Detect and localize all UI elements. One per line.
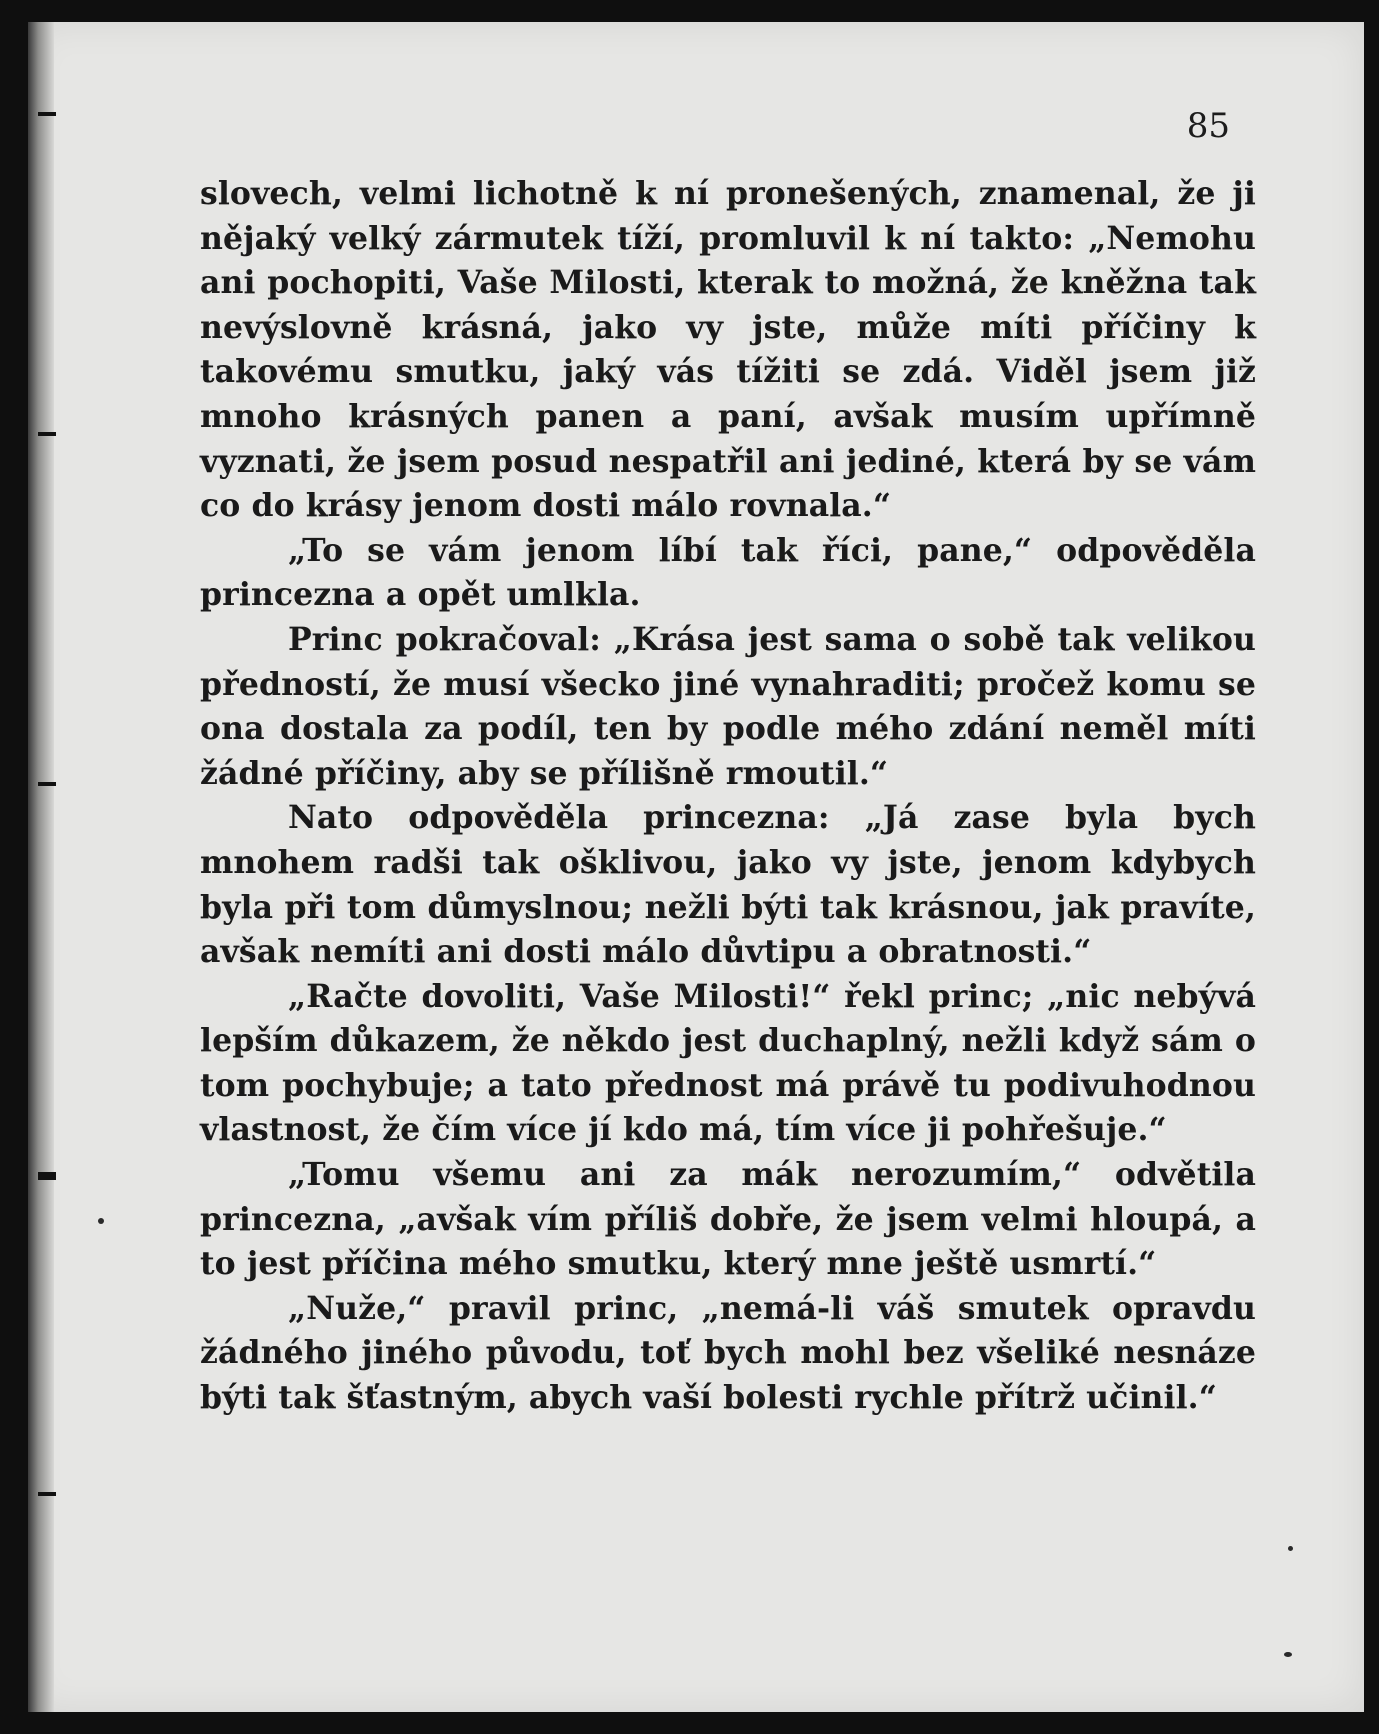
print-speck bbox=[1288, 1546, 1293, 1551]
paragraph: Princ pokračoval: „Krása jest sama o sobě tak velikou předností, že musí všecko jiné vynahraditi; pročež komu se ona dostala za podíl, ten by podle mého zdání neměl míti žádné příčiny, aby se přílišně rmoutil.“ bbox=[200, 620, 1256, 792]
print-speck bbox=[98, 1218, 104, 1224]
paragraph: „Nuže,“ pravil princ, „nemá-li váš smutek opravdu žádného jiného původu, toť bych mohl bez všeliké nesnáze býti tak šťastným, abych vaší bolesti rychle přítrž učinil.“ bbox=[200, 1289, 1256, 1417]
binding-mark bbox=[38, 112, 56, 116]
body-text bbox=[200, 172, 1256, 1421]
page-number: 85 bbox=[1186, 106, 1230, 146]
paragraph: „To se vám jenom líbí tak říci, pane,“ odpověděla princezna a opět umlkla. bbox=[200, 531, 1256, 614]
paragraph: „Račte dovoliti, Vaše Milosti!“ řekl princ; „nic nebývá lepším důkazem, že někdo jest duchaplný, nežli když sám o tom pochybuje; a tato přednost má právě tu podivuhodnou vlastnost, že čím více jí kdo má, tím více ji pohřešuje.“ bbox=[200, 977, 1256, 1149]
paragraph: slovech, velmi lichotně k ní pronešených, znamenal, že ji nějaký velký zármutek tíží, promluvil k ní takto: „Nemohu ani pochopiti, Vaše Milosti, kterak to možná, že kněžna tak nevýslovně krásná, jako vy jste, může míti příčiny k takovému smutku, jaký vás tížiti se zdá. Viděl jsem již mnoho krásných panen a paní, avšak musím upřímně vyznati, že jsem posud nespatřil ani jediné, která by se vám co do krásy jenom dosti málo rovnala.“ bbox=[200, 175, 1256, 525]
binding-mark bbox=[38, 1172, 56, 1180]
paragraph: „Tomu všemu ani za mák nerozumím,“ odvětila princezna, „avšak vím příliš dobře, že jsem velmi hloupá, a to jest příčina mého smutku, který mne ještě usmrtí.“ bbox=[200, 1156, 1256, 1283]
print-speck bbox=[1284, 1652, 1292, 1657]
binding-mark bbox=[38, 782, 56, 786]
book-page bbox=[28, 22, 1364, 1712]
paragraph: Nato odpověděla princezna: „Já zase byla bych mnohem radši tak ošklivou, jako vy jste, jenom kdybych byla při tom důmyslnou; nežli býti tak krásnou, jak pravíte, avšak nemíti ani dosti málo důvtipu a obratnosti.“ bbox=[200, 799, 1256, 971]
page-spine-edge bbox=[28, 22, 54, 1712]
binding-mark bbox=[38, 1492, 56, 1496]
binding-mark bbox=[38, 432, 56, 436]
